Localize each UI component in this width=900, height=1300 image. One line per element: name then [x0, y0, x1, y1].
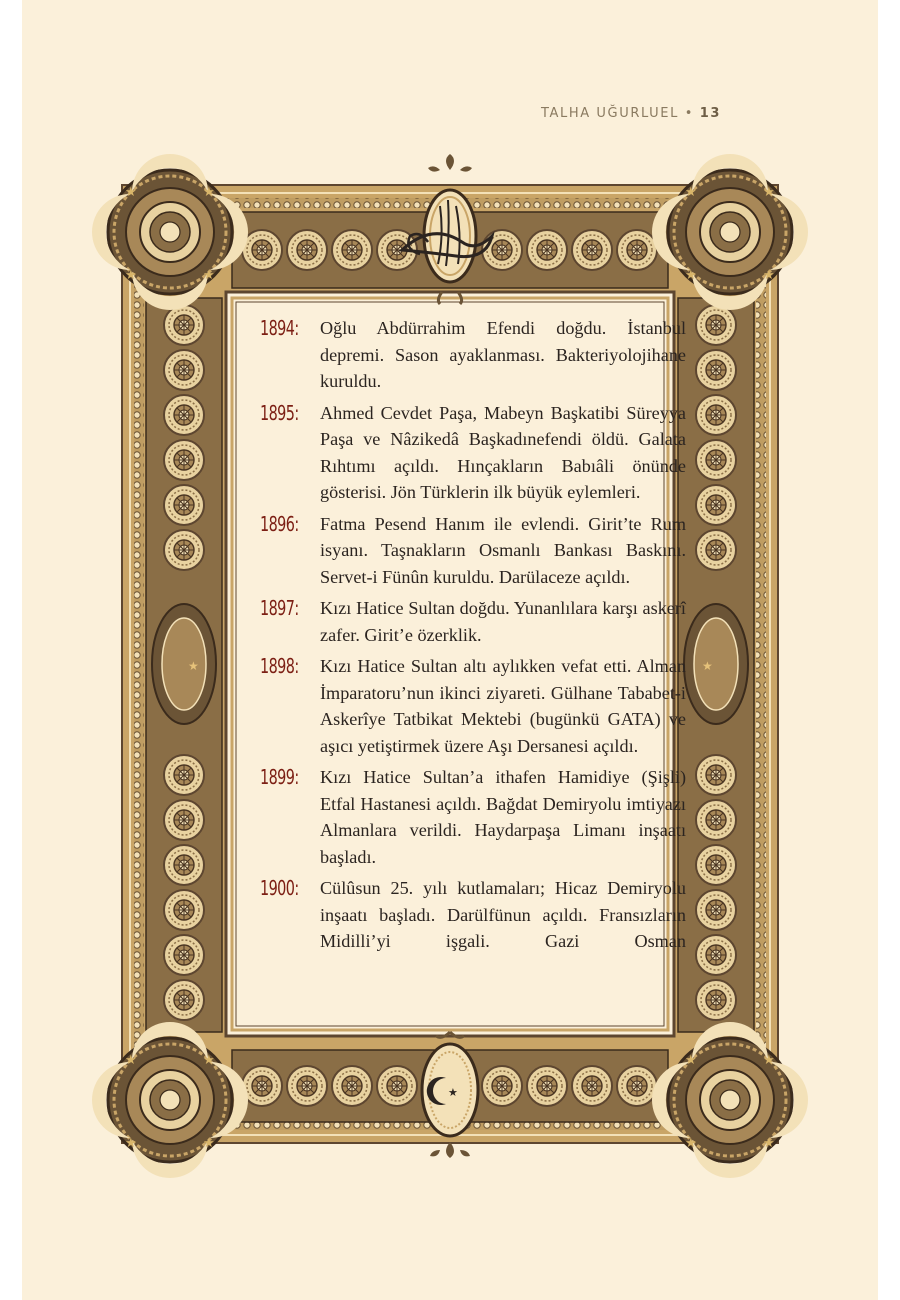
- year-label: 1895:: [260, 400, 299, 425]
- timeline-entry-1900: [260, 875, 686, 955]
- year-label: 1898:: [260, 654, 299, 678]
- timeline-entry-1894: [260, 315, 686, 395]
- entry-text: Oğlu Abdürrahim Efendi doğdu. İstanbul depremi. Sason ayaklanması. Bakteriyolojihane kuruldu.: [320, 318, 686, 391]
- ornamental-frame: ★ ★ ★ ★: [22, 0, 878, 1300]
- timeline-entry-1897: [260, 595, 686, 648]
- entry-text: Cülûsun 25. yılı kutlamaları; Hicaz Demiryolu inşaatı başladı. Darülfünun açıldı. Fransızların Midilli’yi işgali. Gazi Osman: [320, 878, 686, 951]
- book-page: [22, 0, 878, 1300]
- year-label: 1897:: [260, 596, 299, 620]
- entry-text: Kızı Hatice Sultan’a ithafen Hamidiye (Şişli) Etfal Hastanesi açıldı. Bağdat Demiryolu imtiyazı Almanlara verildi. Haydarpaşa Limanı inşaatı başladı.: [320, 767, 686, 867]
- timeline-entry-1895: [260, 400, 686, 506]
- timeline-text: [260, 315, 686, 960]
- timeline-entry-1899: [260, 764, 686, 870]
- entry-text: Kızı Hatice Sultan altı aylıkken vefat etti. Alman İmparatoru’nun ikinci ziyareti. Gülhane Tababet-i Askerîye Tatbikat Mektebi (bugünkü GATA) ve aşıcı yetiştirmek üzere Aşı Dersanesi açıldı.: [320, 656, 686, 756]
- entry-text: Ahmed Cevdet Paşa, Mabeyn Başkatibi Süreyya Paşa ve Nâzikedâ Başkadınefendi öldü. Galata Rıhtımı açıldı. Hınçakların Babıâli önünde gösterisi. Jön Türklerin ilk büyük eylemleri.: [320, 402, 686, 502]
- author-name: TALHA UĞURLUEL: [540, 106, 679, 121]
- left-border: [146, 298, 222, 1032]
- svg-text:★: ★: [188, 659, 199, 673]
- page-number: 13: [699, 106, 721, 121]
- right-border: [678, 298, 754, 1032]
- year-label: 1894:: [260, 316, 299, 340]
- year-label: 1896:: [260, 511, 299, 536]
- entry-text: Fatma Pesend Hanım ile evlendi. Girit’te Rum isyanı. Taşnakların Osmanlı Bankası Baskını. Servet-i Fünûn kuruldu. Darülaceze açıldı.: [320, 513, 686, 587]
- year-label: 1899:: [260, 765, 299, 789]
- year-label: 1900:: [260, 876, 299, 900]
- timeline-entry-1896: [260, 511, 686, 591]
- entry-text: Kızı Hatice Sultan doğdu. Yunanlılara karşı askerî zafer. Girit’e özerklik.: [320, 598, 686, 645]
- timeline-entry-1898: [260, 653, 686, 759]
- svg-text:★: ★: [702, 659, 713, 673]
- separator-dot: •: [684, 106, 694, 121]
- svg-text:★: ★: [448, 1086, 458, 1099]
